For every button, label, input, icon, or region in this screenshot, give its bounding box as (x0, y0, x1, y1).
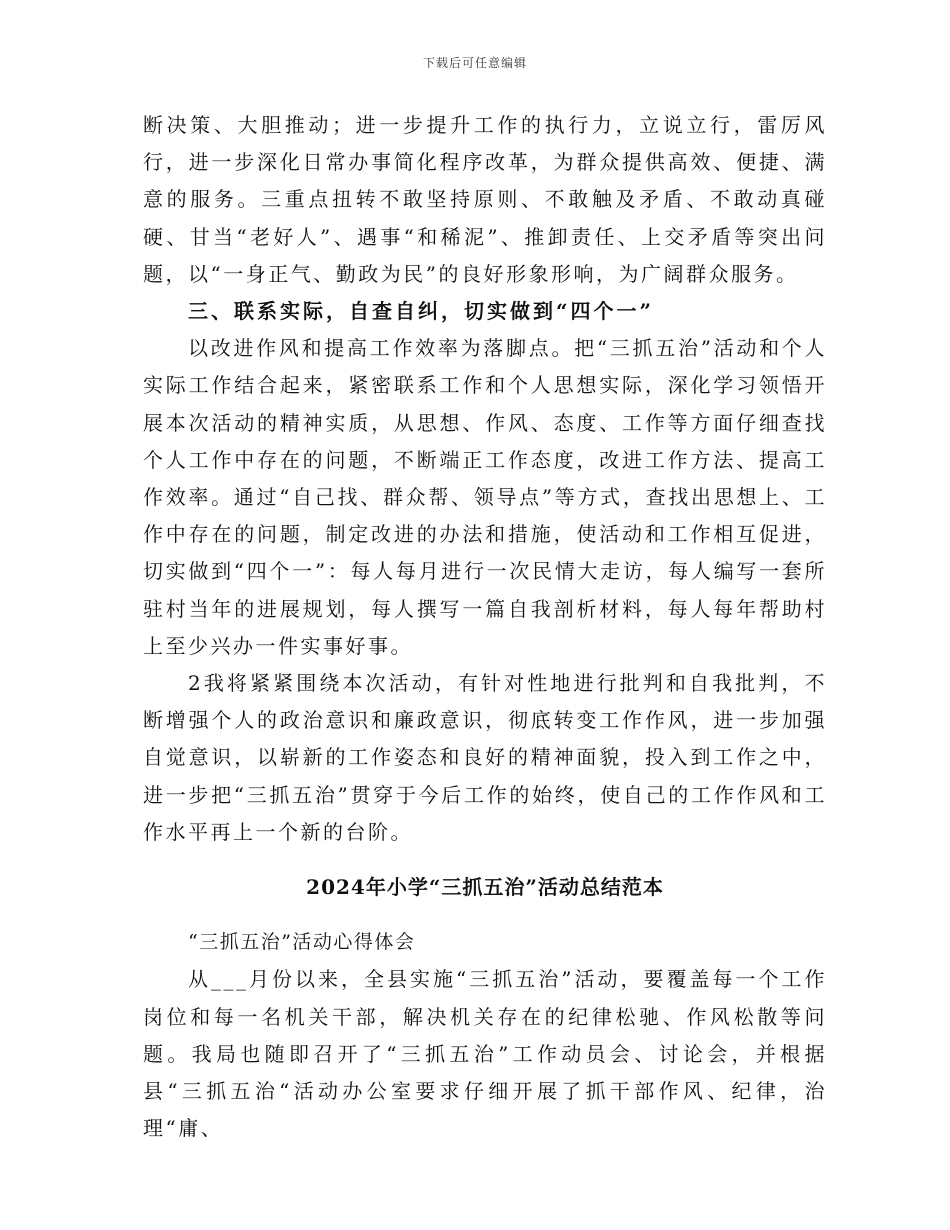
paragraph-intro: 从___月份以来，全县实施“三抓五治”活动，要覆盖每一个工作岗位和每一名机关干部，解决机关存在的纪律松驰、作风松散等问题。我局也随即召开了“三抓五治”工作动员会、讨论会，并根据县“三抓五治“活动办公室要求仔细开展了抓干部作风、纪律，治理“庸、 (143, 967, 827, 1141)
paragraph-four-ones: 以改进作风和提高工作效率为落脚点。把“三抓五治”活动和个人实际工作结合起来，紧密联系工作和个人思想实际，深化学习领悟开展本次活动的精神实质，从思想、作风、态度、工作等方面仔细查找个人工作中存在的问题，不断端正工作态度，改进工作方法、提高工作效率。通过“自己找、群众帮、领导点”等方式，查找出思想上、工作中存在的问题，制定改进的办法和措施，使活动和工作相互促进，切实做到“四个一”：每人每月进行一次民情大走访，每人编写一套所驻村当年的进展规划，每人撰写一篇自我剖析材料，每人每年帮助村上至少兴办一件实事好事。 (143, 336, 827, 658)
header-note: 下载后可任意编辑 (422, 56, 527, 70)
document-title: 2024年小学“三抓五治”活动总结范本 (306, 875, 664, 900)
paragraph-continuation: 断决策、大胆推动；进一步提升工作的执行力，立说立行，雷厉风行，进一步深化日常办事简化程序改革，为群众提供高效、便捷、满意的服务。三重点扭转不敢坚持原则、不敢触及矛盾、不敢动真碰硬、甘当“老好人”、遇事“和稀泥”、推卸责任、上交矛盾等突出问题，以“一身正气、勤政为民”的良好形象形响，为广阔群众服务。 (143, 113, 827, 286)
paragraph-commitment: 2我将紧紧围绕本次活动，有针对性地进行批判和自我批判，不断增强个人的政治意识和廉政意识，彻底转变工作作风，进一步加强自觉意识，以崭新的工作姿态和良好的精神面貌，投入到工作之中，进一步把“三抓五治”贯穿于今后工作的始终，使自己的工作作风和工作水平再上一个新的台阶。 (143, 671, 827, 844)
section-heading-three: 三、联系实际，自查自纠，切实做到“四个一” (188, 299, 655, 324)
document-subtitle: “三抓五治”活动心得体会 (188, 931, 416, 954)
document-body (143, 107, 827, 1147)
